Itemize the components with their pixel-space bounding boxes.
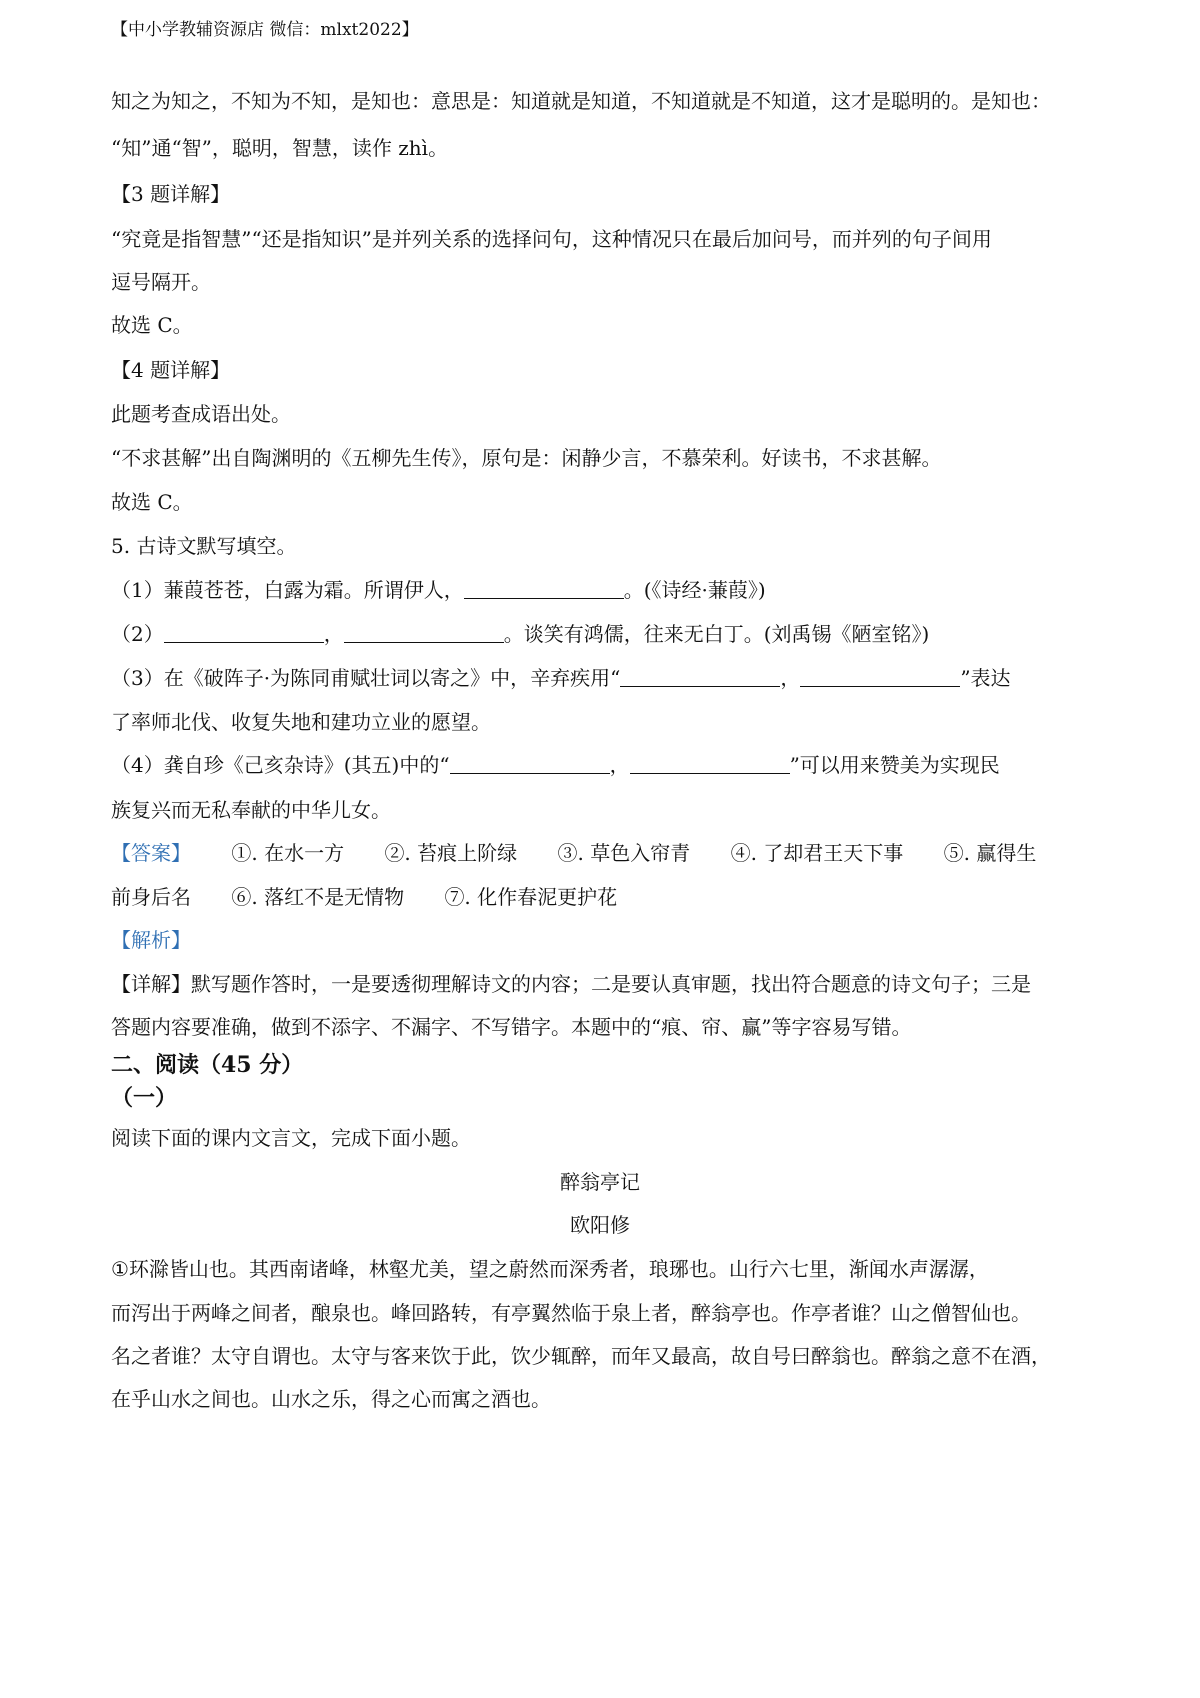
question-item bbox=[111, 663, 1101, 693]
text-span: （1）蒹葭苍苍，白露为霜。所谓伊人， bbox=[111, 578, 464, 602]
analysis-label: 【解析】 bbox=[111, 928, 191, 952]
emphasis-char: 知 bbox=[991, 86, 1011, 116]
text-span: ， bbox=[780, 666, 801, 690]
answer-blank bbox=[450, 753, 610, 774]
text-line: 族复兴而无私奉献的中华儿女。 bbox=[111, 798, 391, 822]
emphasis-char: 知 bbox=[371, 86, 391, 116]
text-line: 了率师北伐、收复失地和建功立业的愿望。 bbox=[111, 710, 491, 734]
answer-item: ⑦. 化作春泥更护花 bbox=[444, 885, 618, 909]
text-span: （2） bbox=[111, 622, 164, 646]
answer-line bbox=[111, 882, 1101, 912]
article-title: 醉翁亭记 bbox=[560, 1170, 640, 1194]
section-label: 【4 题详解】 bbox=[111, 358, 231, 382]
text-span: 之酒也。 bbox=[471, 1387, 551, 1411]
article-line: 名之者谁？太守自谓也。太守与客来饮于此，饮少辄醉，而年又最高，故自号曰醉翁也。醉翁之意不在酒， bbox=[111, 1344, 1051, 1368]
answer-item: ⑤. 赢得生 bbox=[943, 841, 1037, 865]
text-span: 。(《诗经·蒹葭》) bbox=[623, 578, 766, 602]
question-title: 5. 古诗文默写填空。 bbox=[111, 534, 297, 558]
article-line: ①环滁皆山也。其西南诸峰，林壑尤美，望之蔚然而深秀者，琅琊也。山行六七里，渐闻水声潺潺， bbox=[111, 1257, 989, 1281]
text-line: “不求甚解”出自陶渊明的《五柳先生传》，原句是：闲静少言，不慕荣利。好读书，不求甚解。 bbox=[111, 446, 942, 470]
answer-blank bbox=[800, 666, 960, 687]
text-span: （3）在《破阵子·为陈同甫赋壮词以寄之》中，辛弃疾用“ bbox=[111, 666, 621, 690]
question-item bbox=[111, 619, 1101, 649]
answer-item: ④. 了却君王天下事 bbox=[730, 841, 904, 865]
answer-item: ⑥. 落红不是无情物 bbox=[231, 885, 405, 909]
text-span: ， bbox=[323, 622, 344, 646]
article-author: 欧阳修 bbox=[570, 1213, 630, 1237]
text-line: 此题考查成语出处。 bbox=[111, 402, 291, 426]
answer-label: 【答案】 bbox=[111, 841, 191, 865]
article-line: 而泻出于两峰之间者，酿泉也。峰回路转，有亭翼然临于泉上者，醉翁亭也。作亭者谁？山之僧智仙也。 bbox=[111, 1301, 1031, 1325]
question-item bbox=[111, 575, 1101, 605]
text-span: 知之为知之，不知为不知，是 bbox=[111, 89, 371, 113]
answer-blank bbox=[620, 666, 780, 687]
answer-item: 前身后名 bbox=[111, 885, 191, 909]
answer-blank bbox=[464, 578, 624, 599]
answer-line bbox=[111, 838, 1101, 868]
page-header: 【中小学教辅资源店 微信：mlxt2022】 bbox=[111, 20, 419, 40]
text-line: 故选 C。 bbox=[111, 313, 193, 337]
text-line: 故选 C。 bbox=[111, 490, 193, 514]
text-span: ， bbox=[609, 753, 630, 777]
answer-item: ①. 在水一方 bbox=[231, 841, 345, 865]
text-span: （4）龚自珍《己亥杂诗》(其五)中的“ bbox=[111, 753, 450, 777]
answer-blank bbox=[164, 622, 324, 643]
text-line: 逗号隔开。 bbox=[111, 270, 211, 294]
emphasis-char: 寓 bbox=[451, 1384, 471, 1414]
text-span: 也： bbox=[1011, 89, 1051, 113]
section-label: 【3 题详解】 bbox=[111, 182, 231, 206]
answer-item: ③. 草色入帘青 bbox=[557, 841, 691, 865]
text-span: 在乎山水之间也。山水之乐，得之心而 bbox=[111, 1387, 451, 1411]
subsection-heading: （一） bbox=[111, 1085, 178, 1111]
answer-item: ②. 苔痕上阶绿 bbox=[384, 841, 518, 865]
text-line: 阅读下面的课内文言文，完成下面小题。 bbox=[111, 1126, 471, 1150]
text-span: 也：意思是：知道就是知道，不知道就是不知道，这才是聪明的。是 bbox=[391, 89, 991, 113]
text-span: 。谈笑有鸿儒，往来无白丁。(刘禹锡《陋室铭》) bbox=[503, 622, 930, 646]
answer-blank bbox=[630, 753, 790, 774]
article-line bbox=[111, 1384, 1101, 1414]
section-heading: 二、阅读（45 分） bbox=[111, 1052, 304, 1078]
text-line: 【详解】默写题作答时，一是要透彻理解诗文的内容；二是要认真审题，找出符合题意的诗文句子；三是 bbox=[111, 972, 1031, 996]
text-line bbox=[111, 86, 1101, 116]
answer-blank bbox=[344, 622, 504, 643]
text-span: ”可以用来赞美为实现民 bbox=[789, 753, 1000, 777]
text-line: “究竟是指智慧”“还是指知识”是并列关系的选择问句，这种情况只在最后加问号，而并列的句子间用 bbox=[111, 227, 992, 251]
text-line: “知”通“智”，聪明，智慧，读作 zhì。 bbox=[111, 136, 449, 160]
question-item bbox=[111, 750, 1101, 780]
text-span: ”表达 bbox=[960, 666, 1011, 690]
text-line: 答题内容要准确，做到不添字、不漏字、不写错字。本题中的“痕、帘、赢”等字容易写错。 bbox=[111, 1015, 912, 1039]
